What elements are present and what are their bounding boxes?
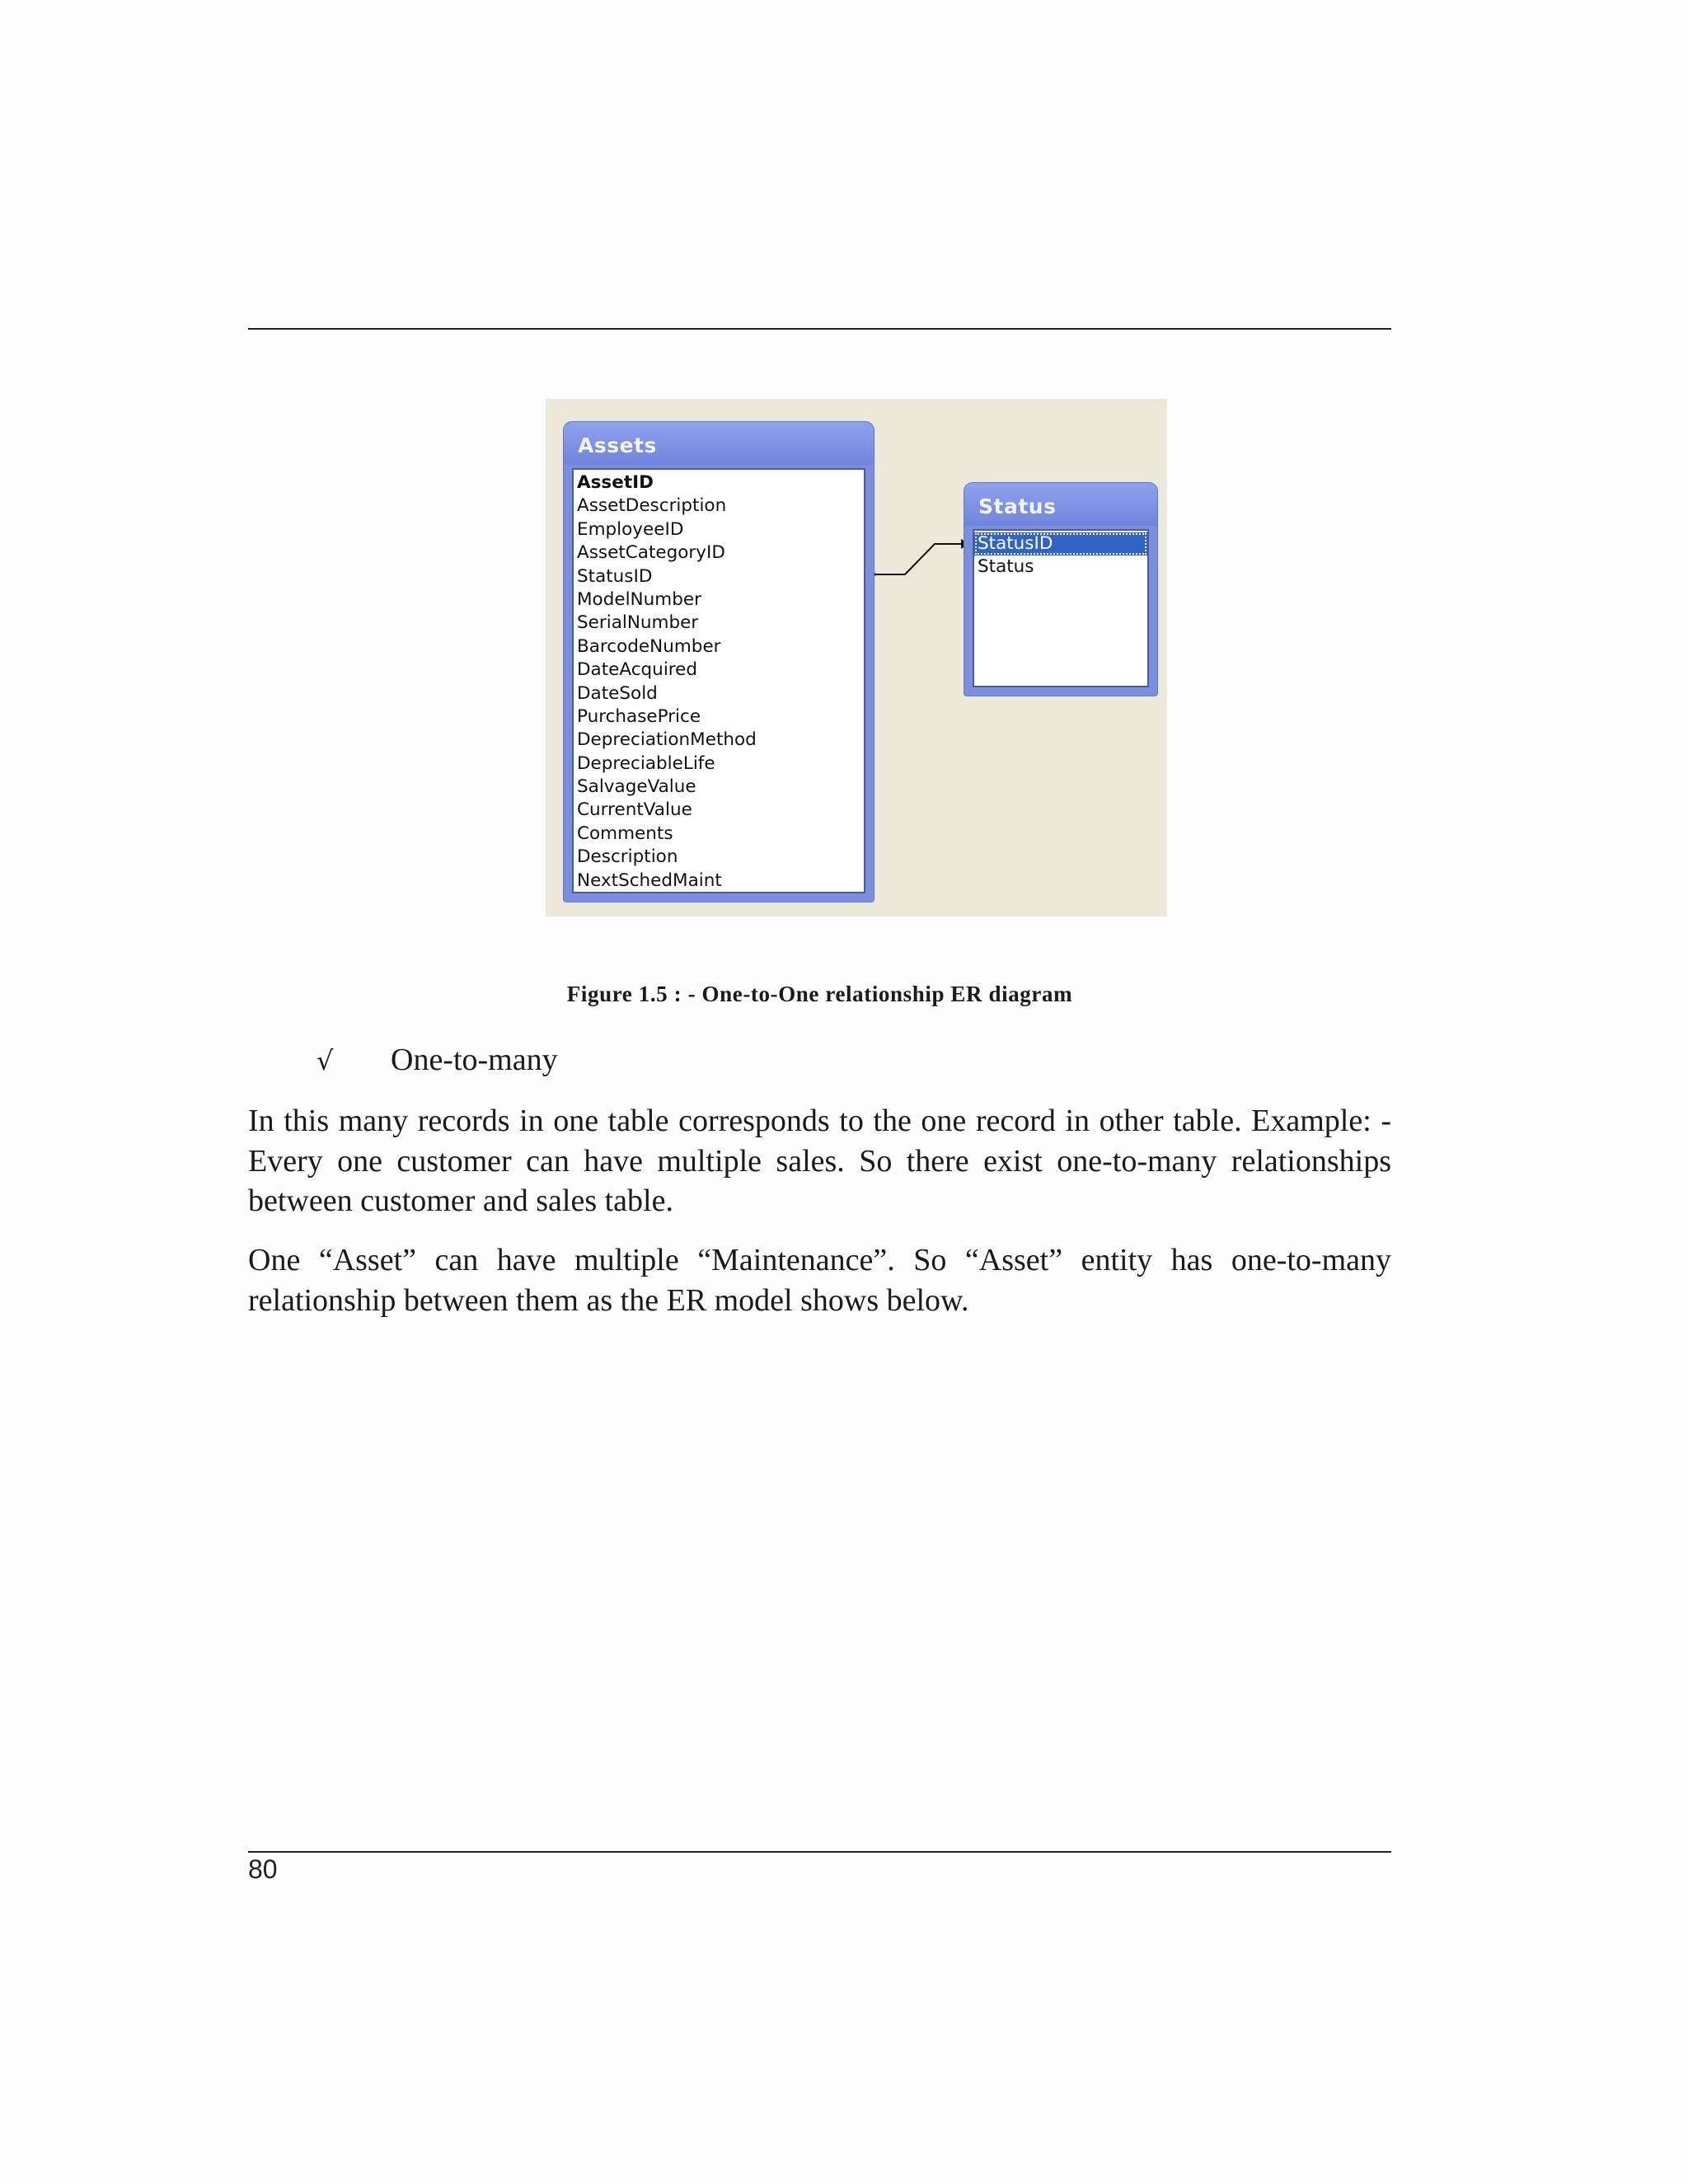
field-depreciable-life[interactable]: DepreciableLife bbox=[577, 752, 715, 774]
field-purchase-price[interactable]: PurchasePrice bbox=[577, 705, 701, 727]
field-barcode-number[interactable]: BarcodeNumber bbox=[577, 635, 721, 657]
assets-table-title[interactable]: Assets bbox=[564, 422, 874, 465]
field-asset-id[interactable]: AssetID bbox=[577, 472, 654, 493]
bullet-item bbox=[316, 1040, 558, 1080]
status-field-list[interactable] bbox=[973, 529, 1149, 687]
field-salvage-value[interactable]: SalvageValue bbox=[577, 776, 696, 798]
field-asset-description[interactable]: AssetDescription bbox=[577, 495, 727, 517]
field-description[interactable]: Description bbox=[577, 846, 678, 868]
assets-field-list[interactable] bbox=[572, 468, 865, 893]
field-asset-category-id[interactable]: AssetCategoryID bbox=[577, 542, 725, 564]
field-employee-id[interactable]: EmployeeID bbox=[577, 518, 684, 540]
page-number: 80 bbox=[248, 1854, 278, 1884]
checkmark-icon: √ bbox=[316, 1045, 334, 1076]
header-rule bbox=[248, 328, 1391, 330]
field-status-id-selected[interactable]: StatusID bbox=[974, 532, 1147, 555]
footer-rule bbox=[248, 1851, 1391, 1853]
bullet-label: One-to-many bbox=[391, 1043, 558, 1077]
field-status-id[interactable]: StatusID bbox=[577, 565, 653, 587]
paragraph-asset-example: One “Asset” can have multiple “Maintenance”. So “Asset” entity has one-to-many relationship between them as the ER model shows below. bbox=[248, 1243, 1391, 1318]
field-model-number[interactable]: ModelNumber bbox=[577, 588, 701, 610]
field-status[interactable]: Status bbox=[978, 556, 1034, 578]
field-next-sched-maint[interactable]: NextSchedMaint bbox=[577, 869, 722, 891]
field-current-value[interactable]: CurrentValue bbox=[577, 799, 692, 821]
figure-caption: Figure 1.5 : - One-to-One relationship ER diagram bbox=[566, 982, 1073, 1006]
field-serial-number[interactable]: SerialNumber bbox=[577, 612, 699, 634]
status-table-title[interactable]: Status bbox=[964, 483, 1157, 526]
field-comments[interactable]: Comments bbox=[577, 823, 673, 844]
er-diagram-figure bbox=[546, 399, 1167, 916]
field-date-sold[interactable]: DateSold bbox=[577, 682, 658, 704]
field-date-acquired[interactable]: DateAcquired bbox=[577, 659, 698, 681]
status-table[interactable] bbox=[964, 483, 1157, 696]
field-depreciation-method[interactable]: DepreciationMethod bbox=[577, 729, 757, 751]
paragraph-one-to-many-definition: In this many records in one table corresponds to the one record in other table. Example: - Every one customer can have multiple sales. So there exist one-to-many relationships between customer and sales table. bbox=[248, 1104, 1391, 1218]
assets-table[interactable] bbox=[564, 422, 874, 902]
